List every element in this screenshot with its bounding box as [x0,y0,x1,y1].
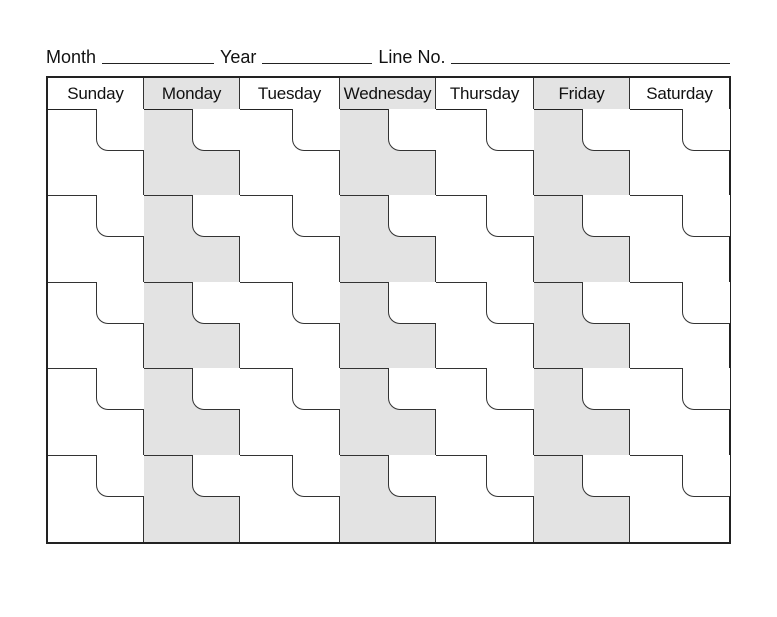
day-cell[interactable] [436,283,534,369]
date-number-box[interactable] [582,368,630,410]
date-number-box[interactable] [486,455,534,497]
day-cell[interactable] [534,196,630,282]
date-number-box[interactable] [388,109,436,151]
day-cell[interactable] [144,196,240,282]
day-cell[interactable] [240,456,340,542]
day-cell[interactable] [240,110,340,196]
calendar-grid [46,76,731,544]
day-cell[interactable] [534,456,630,542]
date-number-box[interactable] [388,195,436,237]
date-number-box[interactable] [192,455,240,497]
date-number-box[interactable] [96,195,144,237]
day-cell[interactable] [630,283,729,369]
date-number-box[interactable] [96,455,144,497]
date-number-box[interactable] [486,109,534,151]
form-header [46,42,730,68]
date-number-box[interactable] [292,455,340,497]
date-number-box[interactable] [192,368,240,410]
date-number-box[interactable] [292,368,340,410]
day-cell[interactable] [144,110,240,196]
day-header-thursday: Thursday [436,78,534,110]
date-number-box[interactable] [682,195,730,237]
day-cell[interactable] [48,196,144,282]
date-number-box[interactable] [96,109,144,151]
day-cell[interactable] [48,369,144,455]
day-cell[interactable] [340,196,436,282]
day-header-sunday: Sunday [48,78,144,110]
day-cell[interactable] [144,369,240,455]
month-field[interactable] [102,45,214,64]
date-number-box[interactable] [486,368,534,410]
day-cell[interactable] [240,196,340,282]
line-number-label: Line No. [378,47,446,67]
date-number-box[interactable] [292,282,340,324]
day-cell[interactable] [144,283,240,369]
day-cell[interactable] [240,283,340,369]
date-number-box[interactable] [388,282,436,324]
date-number-box[interactable] [388,368,436,410]
day-cell[interactable] [630,196,729,282]
day-cell[interactable] [340,456,436,542]
day-header-monday: Monday [144,78,240,110]
date-number-box[interactable] [582,195,630,237]
day-header-friday: Friday [534,78,630,110]
day-cell[interactable] [436,196,534,282]
day-header-tuesday: Tuesday [240,78,340,110]
month-label: Month [46,47,97,67]
date-number-box[interactable] [96,282,144,324]
day-cell[interactable] [630,110,729,196]
day-header-saturday: Saturday [630,78,729,110]
line-number-field[interactable] [451,45,730,64]
date-number-box[interactable] [582,455,630,497]
day-cell[interactable] [144,456,240,542]
date-number-box[interactable] [192,109,240,151]
date-number-box[interactable] [192,282,240,324]
day-cell[interactable] [240,369,340,455]
day-cell[interactable] [534,110,630,196]
day-cell[interactable] [48,456,144,542]
date-number-box[interactable] [682,109,730,151]
day-header-wednesday: Wednesday [340,78,436,110]
date-number-box[interactable] [582,109,630,151]
year-label: Year [220,47,257,67]
date-number-box[interactable] [192,195,240,237]
date-number-box[interactable] [682,368,730,410]
date-number-box[interactable] [486,282,534,324]
date-number-box[interactable] [682,455,730,497]
date-number-box[interactable] [486,195,534,237]
day-cell[interactable] [340,110,436,196]
day-cell[interactable] [340,283,436,369]
day-cell[interactable] [436,456,534,542]
date-number-box[interactable] [96,368,144,410]
date-number-box[interactable] [582,282,630,324]
day-cell[interactable] [48,110,144,196]
day-cell[interactable] [534,283,630,369]
date-number-box[interactable] [292,109,340,151]
day-cell[interactable] [436,369,534,455]
day-cell[interactable] [534,369,630,455]
day-cell[interactable] [630,369,729,455]
year-field[interactable] [262,45,372,64]
day-cell[interactable] [340,369,436,455]
date-number-box[interactable] [292,195,340,237]
date-number-box[interactable] [388,455,436,497]
day-cell[interactable] [436,110,534,196]
day-cell[interactable] [630,456,729,542]
date-number-box[interactable] [682,282,730,324]
day-cell[interactable] [48,283,144,369]
